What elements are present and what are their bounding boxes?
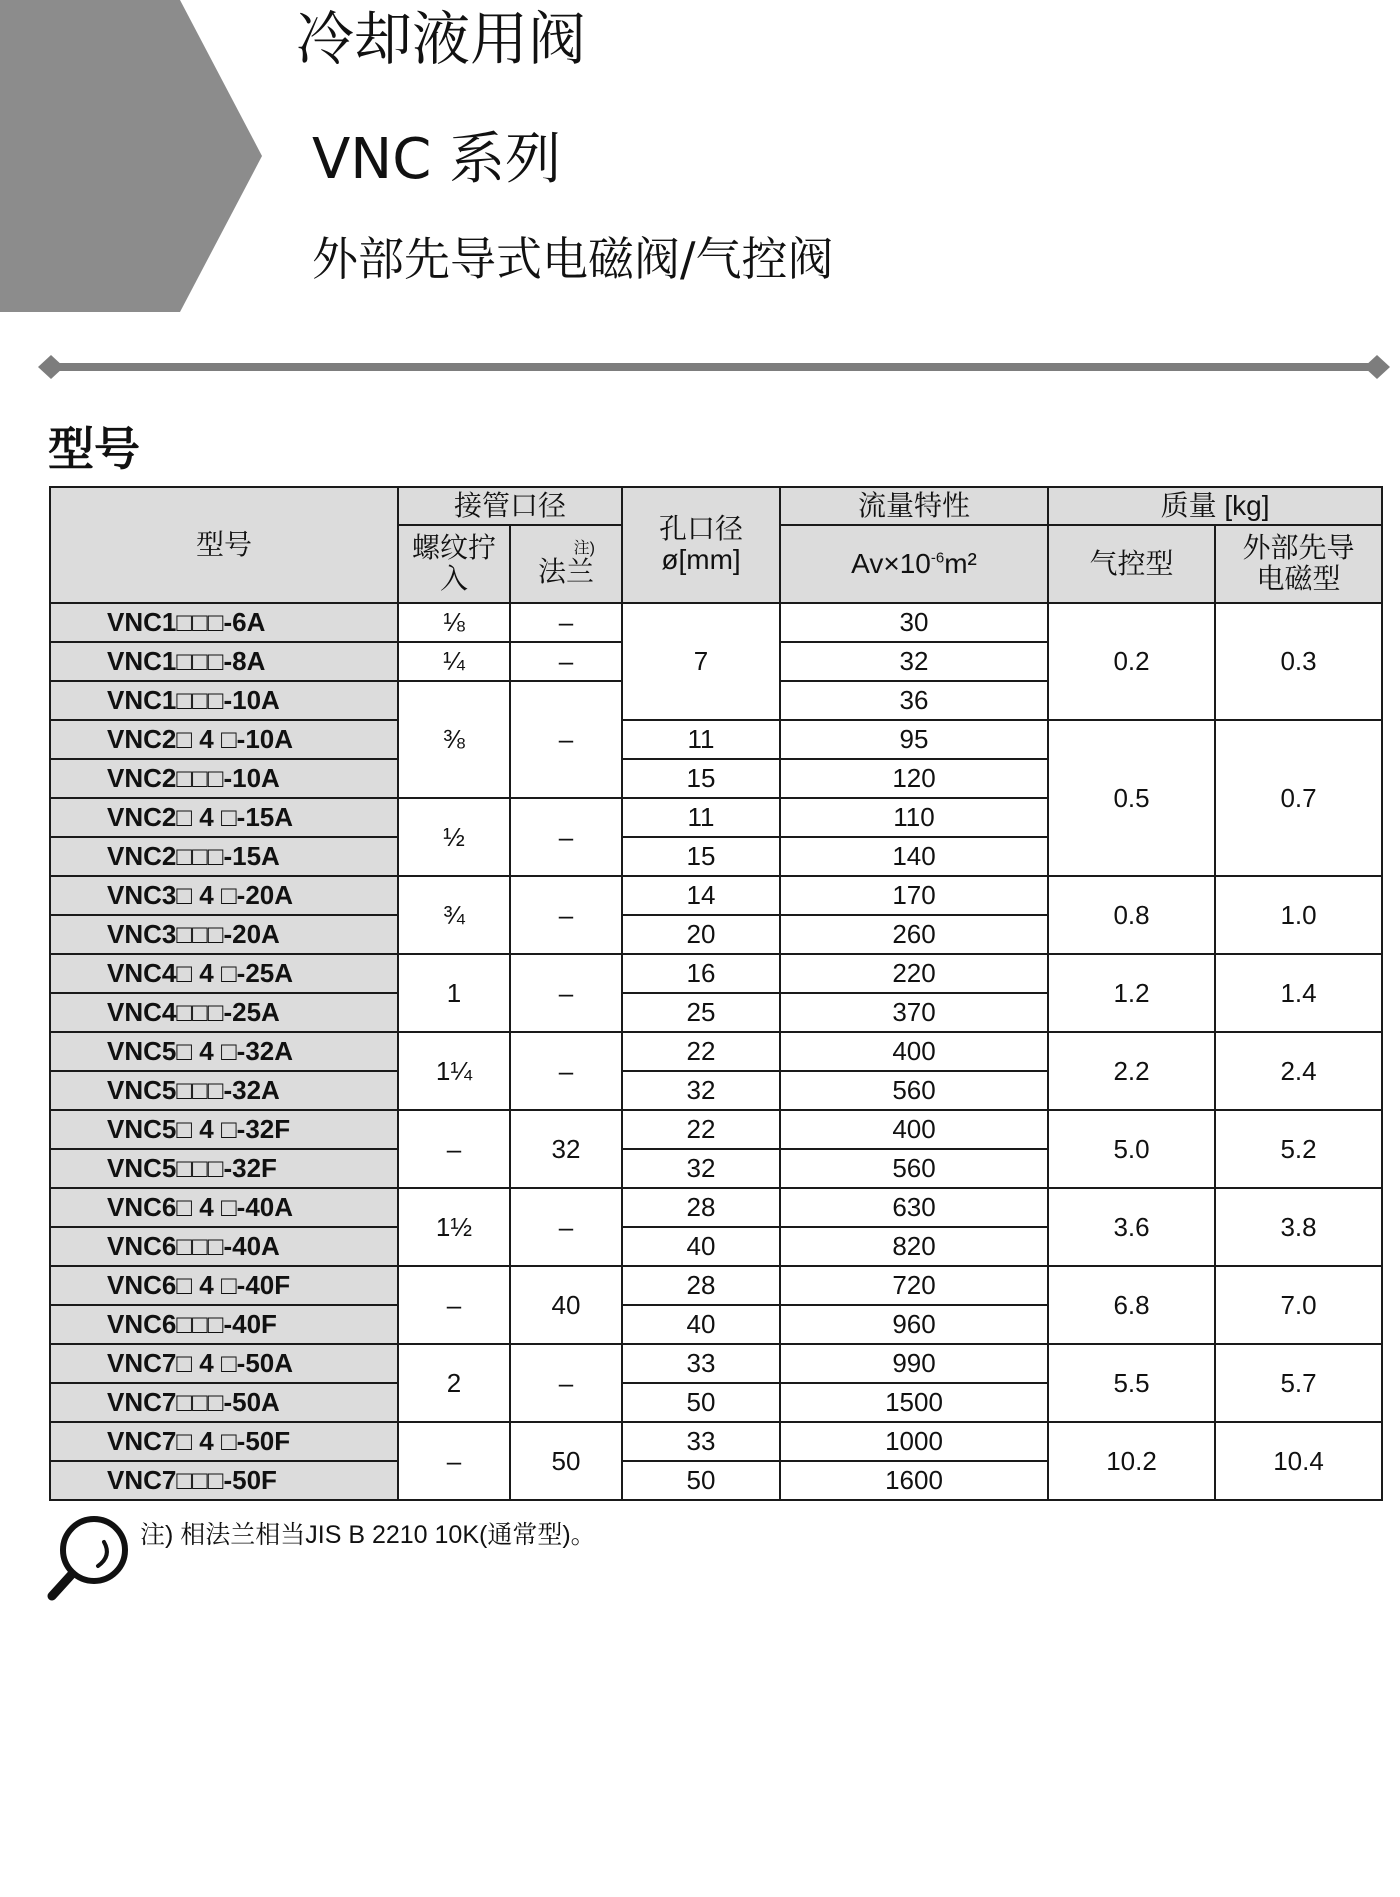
page-subtitle: 外部先导式电磁阀/气控阀 bbox=[312, 232, 834, 286]
orifice-cell: 50 bbox=[622, 1383, 780, 1422]
thread-cell: – bbox=[398, 1266, 510, 1344]
orifice-cell: 50 bbox=[622, 1461, 780, 1500]
header-orifice-label: 孔口径 bbox=[659, 513, 744, 545]
header-flange-label: 法兰 bbox=[538, 555, 595, 587]
flow-cell: 370 bbox=[780, 993, 1048, 1032]
header-solenoid-line1: 外部先导 bbox=[1242, 532, 1355, 564]
flow-cell: 400 bbox=[780, 1032, 1048, 1071]
orifice-cell: 28 bbox=[622, 1266, 780, 1305]
flow-cell: 560 bbox=[780, 1071, 1048, 1110]
table-row bbox=[50, 876, 1382, 915]
page-title: 冷却液用阀 bbox=[296, 5, 587, 73]
flange-cell: – bbox=[510, 1032, 622, 1110]
model-cell: VNC5□ 4 □-32A bbox=[50, 1032, 398, 1071]
flow-cell: 1000 bbox=[780, 1422, 1048, 1461]
orifice-cell: 25 bbox=[622, 993, 780, 1032]
orifice-cell: 33 bbox=[622, 1422, 780, 1461]
header-model: 型号 bbox=[50, 487, 398, 603]
flow-cell: 1600 bbox=[780, 1461, 1048, 1500]
table-row bbox=[50, 1266, 1382, 1305]
model-cell: VNC2□ 4 □-10A bbox=[50, 720, 398, 759]
model-cell: VNC5□ 4 □-32F bbox=[50, 1110, 398, 1149]
thread-cell: ⅛ bbox=[398, 603, 510, 642]
table-row bbox=[50, 603, 1382, 642]
mass-solenoid-cell: 0.3 bbox=[1215, 603, 1382, 720]
flow-unit-suffix: m² bbox=[944, 547, 977, 579]
header-port-size: 接管口径 bbox=[398, 487, 622, 525]
header-solenoid-line2: 电磁型 bbox=[1256, 563, 1341, 594]
footnote: 注) 相法兰相当JIS B 2210 10K(通常型)。 bbox=[140, 1521, 596, 1549]
model-cell: VNC5□□□-32F bbox=[50, 1149, 398, 1188]
header-flange bbox=[510, 525, 622, 603]
model-cell: VNC1□□□-8A bbox=[50, 642, 398, 681]
flow-cell: 720 bbox=[780, 1266, 1048, 1305]
section-divider bbox=[38, 352, 1390, 382]
thread-cell: ¾ bbox=[398, 876, 510, 954]
flow-cell: 220 bbox=[780, 954, 1048, 993]
model-cell: VNC7□□□-50F bbox=[50, 1461, 398, 1500]
orifice-cell: 11 bbox=[622, 720, 780, 759]
flange-cell: – bbox=[510, 798, 622, 876]
flow-cell: 1500 bbox=[780, 1383, 1048, 1422]
flow-cell: 630 bbox=[780, 1188, 1048, 1227]
flange-cell: – bbox=[510, 681, 622, 798]
flange-cell: 50 bbox=[510, 1422, 622, 1500]
mass-air-cell: 2.2 bbox=[1048, 1032, 1215, 1110]
orifice-cell: 40 bbox=[622, 1227, 780, 1266]
model-cell: VNC5□□□-32A bbox=[50, 1071, 398, 1110]
header-flow-unit bbox=[780, 525, 1048, 603]
orifice-cell: 22 bbox=[622, 1110, 780, 1149]
table-row bbox=[50, 1032, 1382, 1071]
flange-cell: – bbox=[510, 954, 622, 1032]
flow-cell: 960 bbox=[780, 1305, 1048, 1344]
mass-solenoid-cell: 10.4 bbox=[1215, 1422, 1382, 1500]
orifice-cell: 40 bbox=[622, 1305, 780, 1344]
orifice-cell: 32 bbox=[622, 1071, 780, 1110]
model-cell: VNC6□ 4 □-40A bbox=[50, 1188, 398, 1227]
orifice-cell: 33 bbox=[622, 1344, 780, 1383]
flow-cell: 32 bbox=[780, 642, 1048, 681]
flange-cell: – bbox=[510, 876, 622, 954]
flange-cell: 32 bbox=[510, 1110, 622, 1188]
model-cell: VNC6□□□-40F bbox=[50, 1305, 398, 1344]
mass-solenoid-cell: 5.7 bbox=[1215, 1344, 1382, 1422]
flange-cell: 40 bbox=[510, 1266, 622, 1344]
header-solenoid-type bbox=[1215, 525, 1382, 603]
table-row bbox=[50, 1188, 1382, 1227]
flow-cell: 260 bbox=[780, 915, 1048, 954]
header-orifice-unit: ø[mm] bbox=[661, 544, 741, 575]
orifice-cell: 15 bbox=[622, 837, 780, 876]
orifice-cell: 22 bbox=[622, 1032, 780, 1071]
header-air-type: 气控型 bbox=[1048, 525, 1215, 603]
flange-cell: – bbox=[510, 603, 622, 642]
header-flow: 流量特性 bbox=[780, 487, 1048, 525]
model-cell: VNC2□ 4 □-15A bbox=[50, 798, 398, 837]
flow-cell: 820 bbox=[780, 1227, 1048, 1266]
mass-solenoid-cell: 2.4 bbox=[1215, 1032, 1382, 1110]
orifice-cell: 20 bbox=[622, 915, 780, 954]
mass-air-cell: 3.6 bbox=[1048, 1188, 1215, 1266]
series-title: VNC 系列 bbox=[312, 127, 562, 192]
orifice-cell: 15 bbox=[622, 759, 780, 798]
table-row bbox=[50, 720, 1382, 759]
header-flange-note: 注) bbox=[573, 539, 596, 557]
model-cell: VNC7□ 4 □-50F bbox=[50, 1422, 398, 1461]
header-orifice bbox=[622, 487, 780, 603]
table-row bbox=[50, 954, 1382, 993]
mass-solenoid-cell: 5.2 bbox=[1215, 1110, 1382, 1188]
model-cell: VNC4□ 4 □-25A bbox=[50, 954, 398, 993]
table-row bbox=[50, 1110, 1382, 1149]
thread-cell: 1¼ bbox=[398, 1032, 510, 1110]
flow-cell: 560 bbox=[780, 1149, 1048, 1188]
flow-cell: 110 bbox=[780, 798, 1048, 837]
flow-cell: 120 bbox=[780, 759, 1048, 798]
flow-cell: 170 bbox=[780, 876, 1048, 915]
mass-air-cell: 0.5 bbox=[1048, 720, 1215, 876]
model-spec-table bbox=[49, 486, 1383, 1501]
mass-air-cell: 0.2 bbox=[1048, 603, 1215, 720]
magnifier-icon bbox=[46, 1512, 132, 1604]
mass-air-cell: 10.2 bbox=[1048, 1422, 1215, 1500]
corner-arrow-block bbox=[0, 0, 262, 312]
thread-cell: 2 bbox=[398, 1344, 510, 1422]
mass-air-cell: 1.2 bbox=[1048, 954, 1215, 1032]
flange-cell: – bbox=[510, 1344, 622, 1422]
flow-cell: 36 bbox=[780, 681, 1048, 720]
mass-solenoid-cell: 0.7 bbox=[1215, 720, 1382, 876]
model-cell: VNC7□ 4 □-50A bbox=[50, 1344, 398, 1383]
orifice-cell: 11 bbox=[622, 798, 780, 837]
mass-solenoid-cell: 1.4 bbox=[1215, 954, 1382, 1032]
orifice-cell: 32 bbox=[622, 1149, 780, 1188]
thread-cell: 1½ bbox=[398, 1188, 510, 1266]
mass-solenoid-cell: 7.0 bbox=[1215, 1266, 1382, 1344]
model-cell: VNC2□□□-15A bbox=[50, 837, 398, 876]
thread-cell: ¼ bbox=[398, 642, 510, 681]
header-thread: 螺纹拧入 bbox=[398, 525, 510, 603]
mass-air-cell: 6.8 bbox=[1048, 1266, 1215, 1344]
flow-cell: 400 bbox=[780, 1110, 1048, 1149]
thread-cell: ⅜ bbox=[398, 681, 510, 798]
table-row bbox=[50, 1422, 1382, 1461]
flow-cell: 95 bbox=[780, 720, 1048, 759]
flow-unit-exponent: -6 bbox=[930, 549, 945, 567]
model-cell: VNC7□□□-50A bbox=[50, 1383, 398, 1422]
flow-unit-prefix: Av×10 bbox=[851, 547, 931, 579]
section-title: 型号 bbox=[48, 422, 140, 476]
table-row bbox=[50, 1344, 1382, 1383]
model-cell: VNC2□□□-10A bbox=[50, 759, 398, 798]
mass-solenoid-cell: 3.8 bbox=[1215, 1188, 1382, 1266]
flange-cell: – bbox=[510, 1188, 622, 1266]
thread-cell: – bbox=[398, 1110, 510, 1188]
model-cell: VNC4□□□-25A bbox=[50, 993, 398, 1032]
orifice-cell: 28 bbox=[622, 1188, 780, 1227]
mass-solenoid-cell: 1.0 bbox=[1215, 876, 1382, 954]
flange-cell: – bbox=[510, 642, 622, 681]
flow-cell: 140 bbox=[780, 837, 1048, 876]
flow-cell: 30 bbox=[780, 603, 1048, 642]
orifice-cell: 16 bbox=[622, 954, 780, 993]
thread-cell: ½ bbox=[398, 798, 510, 876]
model-cell: VNC1□□□-6A bbox=[50, 603, 398, 642]
mass-air-cell: 5.5 bbox=[1048, 1344, 1215, 1422]
orifice-cell: 14 bbox=[622, 876, 780, 915]
thread-cell: – bbox=[398, 1422, 510, 1500]
model-cell: VNC6□ 4 □-40F bbox=[50, 1266, 398, 1305]
orifice-cell: 7 bbox=[622, 603, 780, 720]
model-cell: VNC3□ 4 □-20A bbox=[50, 876, 398, 915]
thread-cell: 1 bbox=[398, 954, 510, 1032]
mass-air-cell: 5.0 bbox=[1048, 1110, 1215, 1188]
header-mass: 质量 [kg] bbox=[1048, 487, 1382, 525]
flow-cell: 990 bbox=[780, 1344, 1048, 1383]
model-cell: VNC1□□□-10A bbox=[50, 681, 398, 720]
mass-air-cell: 0.8 bbox=[1048, 876, 1215, 954]
model-cell: VNC3□□□-20A bbox=[50, 915, 398, 954]
model-cell: VNC6□□□-40A bbox=[50, 1227, 398, 1266]
